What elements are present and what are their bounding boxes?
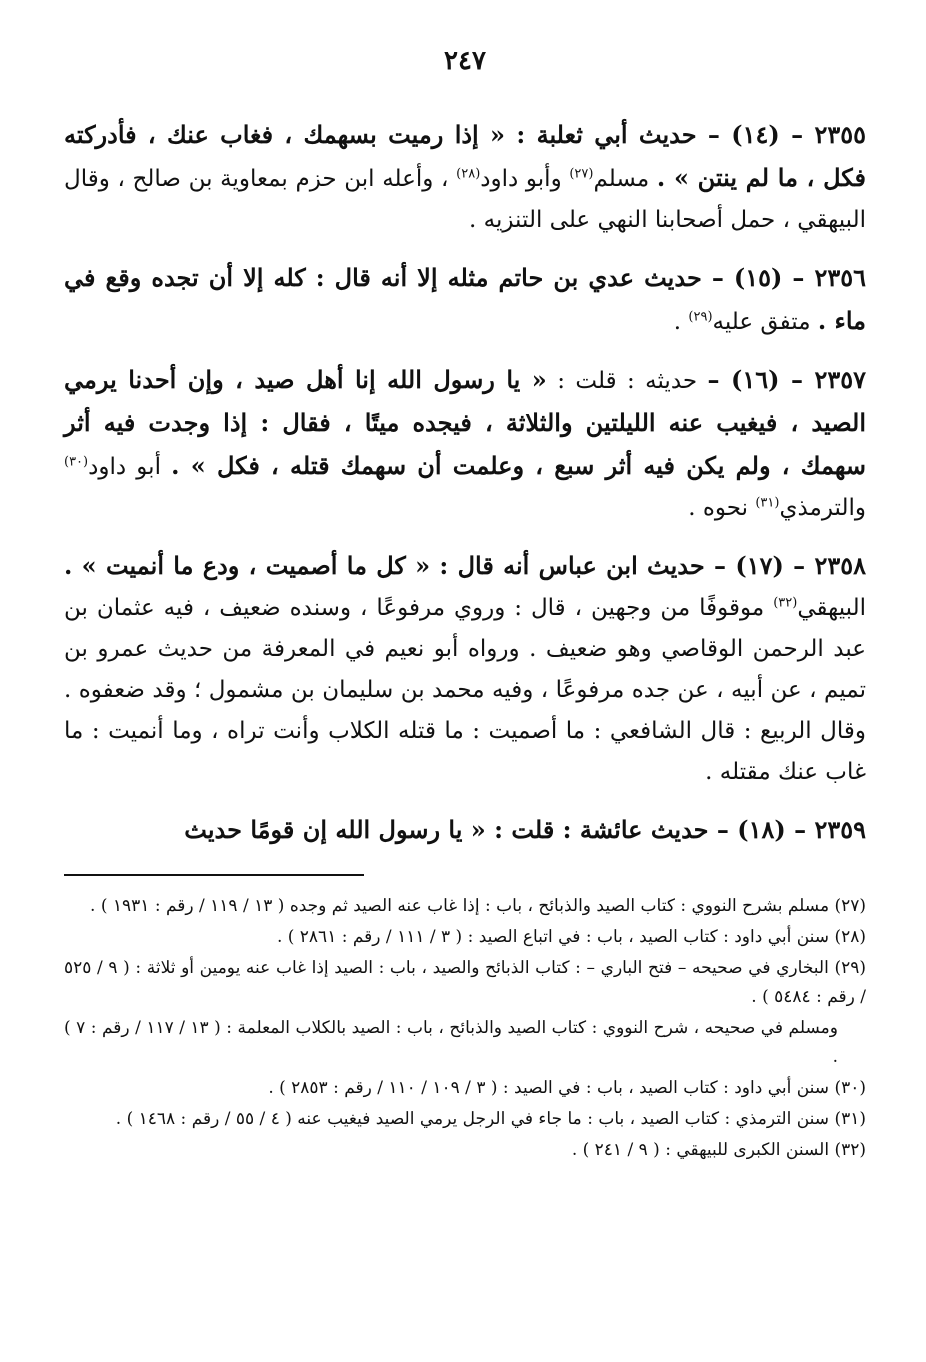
source-text: أبو داود (88, 454, 172, 480)
hadith-entry-2356 (64, 257, 866, 343)
hadith-text: ٢٣٥٥ – (١٤) – حديث أبي ثعلبة : « إذا رميت بسهمك ، فغاب عنك ، فأدركته فكل ، ما لم ينتن » . (64, 120, 866, 192)
hadith-entry-2355 (64, 114, 866, 241)
footnote-ref-29[interactable]: (٢٩) (688, 309, 713, 325)
source-text: وأبو داود (480, 166, 570, 192)
punctuation: . (673, 309, 689, 335)
footnote-ref-32[interactable]: (٣٢) (773, 595, 798, 611)
footnote-ref-30[interactable]: (٣٠) (64, 454, 89, 470)
hadith-entry-2359 (64, 809, 866, 852)
source-text: متفق عليه (712, 309, 818, 335)
footnote-ref-31[interactable]: (٣١) (755, 495, 780, 511)
hadith-text: ٢٣٥٩ – (١٨) – حديث عائشة : قلت : « يا رسول الله إن قومًا حديث (184, 815, 866, 844)
footnote-32: (٣٢) السنن الكبرى للبيهقي : ( ٩ / ٢٤١ ) . (571, 1140, 866, 1160)
hadith-text: « يا رسول الله إنا أهل صيد ، وإن أحدنا يرمي الصيد ، فيغيب عنه الليلتين والثلاثة ، فيجده ميتًا ، فقال : إذا وجدت فيه أثر سهمك ، ولم يكن فيه أثر سبع ، وعلمت أن سهمك قتله ، فكل » . (64, 365, 866, 480)
commentary-text: نحوه . (688, 495, 756, 521)
footnote-separator-wrap (64, 868, 866, 892)
footnote-28: (٢٨) سنن أبي داود : كتاب الصيد ، باب : في اتباع الصيد : ( ٣ / ١١١ / رقم : ٢٨٦١ ) . (276, 927, 866, 947)
source-text: والترمذي (779, 495, 866, 521)
footnote-ref-27[interactable]: (٢٧) (569, 166, 594, 182)
footnotes (64, 892, 866, 1165)
commentary-text: ، وأعله ابن حزم بمعاوية بن صالح ، وقال البيهقي ، حمل أصحابنا النهي على التنزيه . (64, 166, 866, 233)
footnote-29-continued: ومسلم في صحيحه ، شرح النووي : كتاب الصيد والذبائح ، باب : الصيد بالكلاب المعلمة : ( ١٣ / ١١٧ / رقم : ٧ ) . (64, 1018, 838, 1067)
hadith-text: ٢٣٥٦ – (١٥) – حديث عدي بن حاتم مثله إلا أنه قال : كله إلا أن تجده وقع في ماء . (64, 263, 866, 335)
hadith-text: ٢٣٥٨ – (١٧) – حديث ابن عباس أنه قال : « كل ما أصميت ، ودع ما أنميت » . (64, 551, 866, 580)
source-text: البيهقي (797, 595, 866, 621)
hadith-entry-2357 (64, 359, 866, 529)
footnote-27: (٢٧) مسلم بشرح النووي : كتاب الصيد والذبائح ، باب : إذا غاب عنه الصيد ثم وجده ( ١٣ / ١١٩ / رقم : ١٩٣١ ) . (90, 896, 866, 916)
footnote-29: (٢٩) البخاري في صحيحه – فتح الباري – : كتاب الذبائح والصيد ، باب : الصيد إذا غاب عنه يومين أو ثلاثة : ( ٩ / ٥٢٥ / رقم : ٥٤٨٤ ) . (64, 958, 866, 1007)
intro-text: حديثه : قلت : (546, 368, 708, 394)
footnote-separator (64, 874, 364, 876)
hadith-number: ٢٣٥٧ – (١٦) – (707, 365, 866, 394)
hadith-entry-2358 (64, 545, 866, 793)
source-text: مسلم (593, 166, 657, 192)
footnote-31: (٣١) سنن الترمذي : كتاب الصيد ، باب : ما جاء في الرجل يرمي الصيد فيغيب عنه ( ٤ / ٥٥ / رقم : ١٤٦٨ ) . (115, 1109, 866, 1129)
footnote-ref-28[interactable]: (٢٨) (456, 166, 481, 182)
page-number: ٢٤٧ (444, 46, 486, 76)
footnote-30: (٣٠) سنن أبي داود : كتاب الصيد ، باب : في الصيد : ( ٣ / ١٠٩ / ١١٠ / رقم : ٢٨٥٣ ) . (268, 1078, 866, 1098)
commentary-text: موقوفًا من وجهين ، قال : وروي مرفوعًا ، وسنده ضعيف ، فيه عثمان بن عبد الرحمن الوقاصي وهو ضعيف . ورواه أبو نعيم في المعرفة من حديث عمرو بن تميم ، عن أبيه ، عن جده مرفوعًا ، وفيه محمد بن سليمان بن مشمول ؛ وقد ضعفوه . وقال الربيع : قال الشافعي : ما أصميت : ما قتله الكلاب وأنت تراه ، وما أنميت : ما غاب عنك مقتله . (64, 595, 866, 785)
